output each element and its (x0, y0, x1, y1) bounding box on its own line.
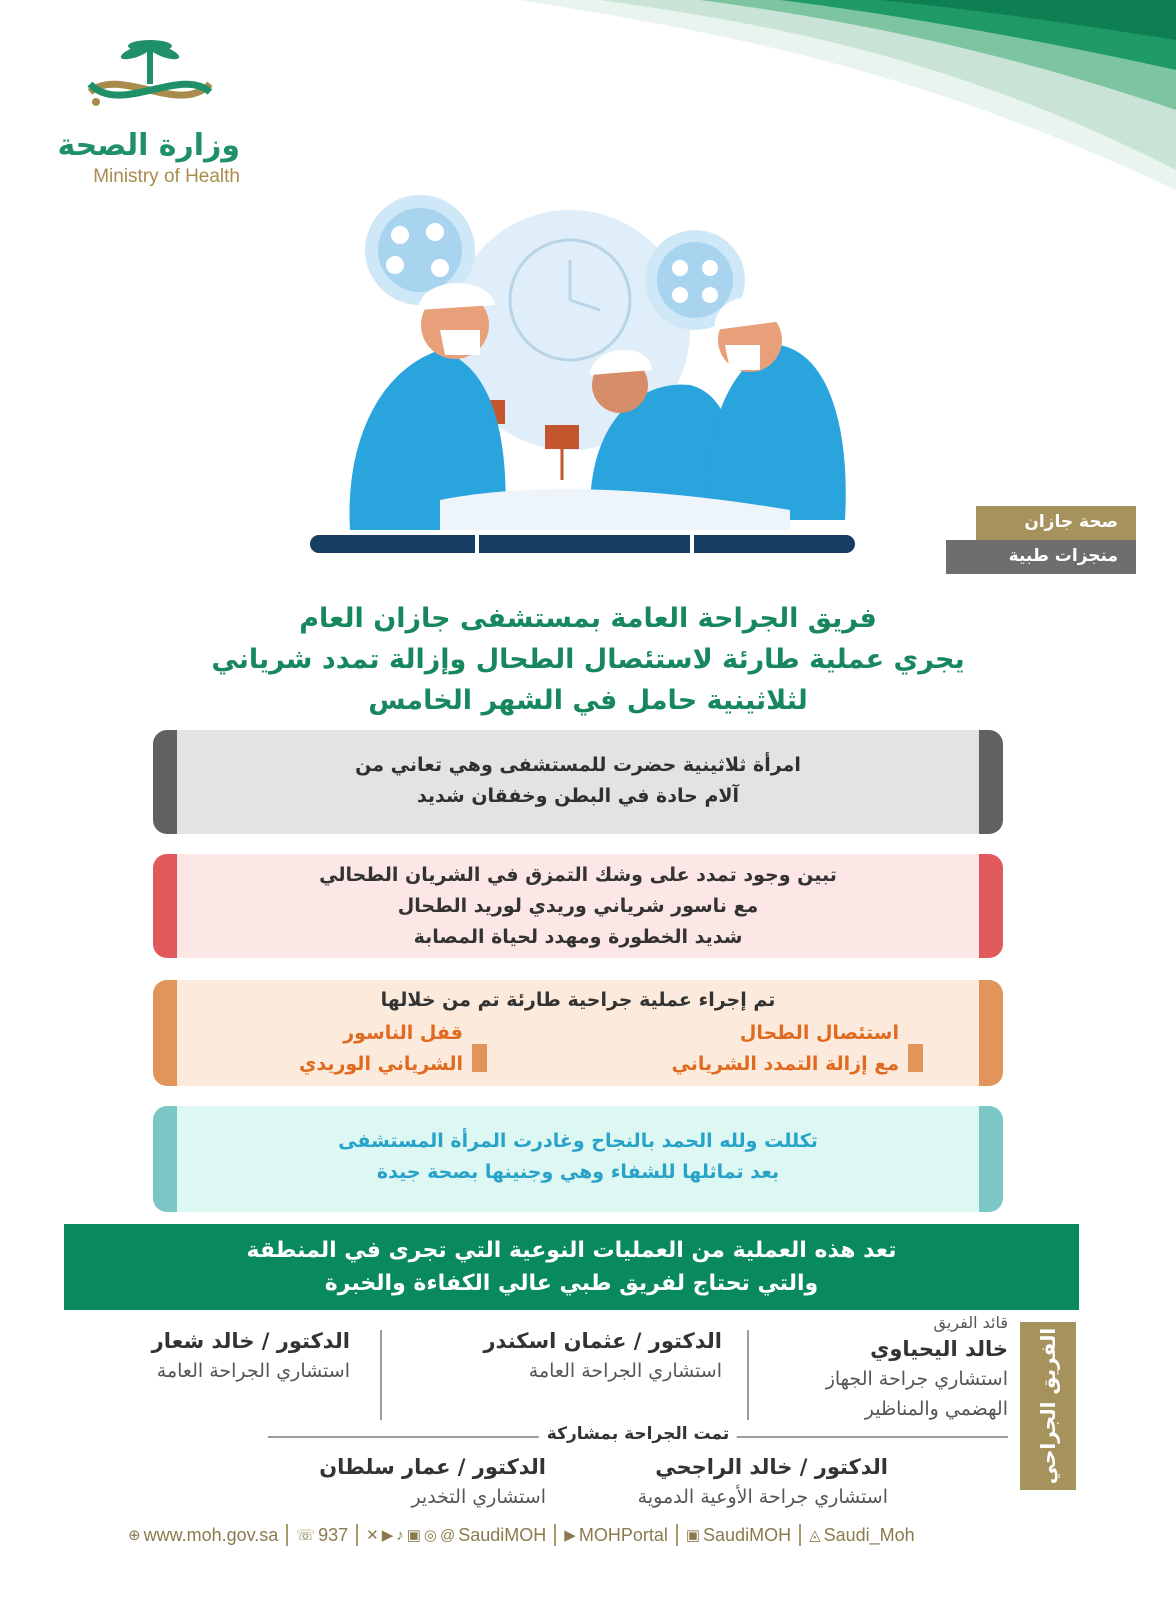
title-line-1: فريق الجراحة العامة بمستشفى جازان العام (299, 603, 877, 634)
team-member (392, 1326, 722, 1386)
snapchat-icon[interactable]: ◬ (809, 1527, 821, 1544)
card-accent-left (153, 730, 177, 834)
card-accent-left (153, 980, 177, 1086)
palm-emblem-icon (80, 36, 220, 116)
ministry-logo (50, 36, 240, 196)
card-accent-left (153, 1106, 177, 1212)
procedure-item-2-line-1: قفل الناسور (343, 1022, 463, 1044)
phone-number[interactable]: 937 (318, 1524, 349, 1545)
presentation-line-1: امرأة ثلاثينية حضرت للمستشفى وهي تعاني من (355, 754, 801, 776)
team-leader-role-line-2: الهضمي والمناظير (864, 1398, 1008, 1420)
footer-separator (286, 1524, 288, 1546)
footer-separator (554, 1524, 556, 1546)
youtube-handle[interactable]: MOHPortal (578, 1524, 668, 1545)
bullet-square (908, 1044, 923, 1072)
member-name: الدكتور / خالد شعار (151, 1329, 350, 1353)
team-leader-name: خالد اليحياوي (870, 1337, 1008, 1361)
card-accent-right (979, 1106, 1003, 1212)
footer-separator (799, 1524, 801, 1546)
team-leader (778, 1312, 1008, 1424)
member-name: الدكتور / عمار سلطان (319, 1455, 546, 1479)
diagnosis-line-1: تبين وجود تمدد على وشك التمزق في الشريان الطحالي (319, 864, 837, 886)
highlight-banner (64, 1224, 1079, 1310)
surgical-team-label-text: الفريق الجراحي (1036, 1327, 1060, 1485)
outcome-line-1: تكللت ولله الحمد بالنجاح وغادرت المرأة المستشفى (338, 1130, 818, 1152)
facebook-handle[interactable]: SaudiMOH (703, 1524, 792, 1545)
footer-separator (676, 1524, 678, 1546)
participation-divider (268, 1424, 1008, 1450)
diagnosis-line-2: مع ناسور شرياني وريدي لوريد الطحال (397, 895, 759, 917)
team-member (246, 1452, 546, 1512)
ministry-name-arabic: وزارة الصحة (57, 128, 240, 163)
procedure-item-2-line-2: الشرياني الوريدي (298, 1053, 463, 1075)
participation-label: تمت الجراحة بمشاركة (539, 1424, 737, 1444)
globe-icon: ⊕ (128, 1527, 141, 1544)
card-accent-right (979, 980, 1003, 1086)
divider (747, 1330, 749, 1420)
banner-line-2: والتي تحتاج لفريق طبي عالي الكفاءة والخبرة (324, 1271, 819, 1296)
facebook-icon[interactable]: ▣ (406, 1527, 421, 1544)
team-leader-role-line-1: استشاري جراحة الجهاز (825, 1368, 1008, 1390)
page-title (100, 598, 1076, 721)
contact-footer (128, 1520, 1028, 1550)
diagnosis-line-3: شديد الخطورة ومهدد لحياة المصابة (413, 926, 743, 948)
presentation-line-2: آلام حادة في البطن وخفقان شديد (416, 785, 740, 807)
member-name: الدكتور / خالد الراجحي (655, 1455, 888, 1479)
instagram-icon[interactable]: ◎ (423, 1527, 438, 1544)
member-name: الدكتور / عثمان اسكندر (483, 1329, 722, 1353)
team-member (40, 1326, 350, 1386)
banner-line-1: تعد هذه العملية من العمليات النوعية التي تجرى في المنطقة (246, 1238, 897, 1263)
social-handle[interactable]: SaudiMOH (458, 1524, 547, 1545)
member-role: استشاري التخدير (411, 1486, 546, 1508)
presentation-card (153, 730, 1003, 834)
member-role: استشاري الجراحة العامة (156, 1360, 350, 1382)
bullet-square (472, 1044, 487, 1072)
procedure-card (153, 980, 1003, 1086)
card-accent-right (979, 854, 1003, 958)
surgery-illustration (290, 180, 890, 580)
procedure-item-1-line-1: استئصال الطحال (739, 1022, 899, 1044)
diagnosis-card (153, 854, 1003, 958)
outcome-line-2: بعد تماثلها للشفاء وهي وجنينها بصحة جيدة (376, 1161, 780, 1183)
footer-separator (356, 1524, 358, 1546)
youtube-icon[interactable]: ▶ (381, 1527, 394, 1544)
snapchat-handle[interactable]: Saudi_Moh (823, 1524, 915, 1545)
card-accent-left (153, 854, 177, 958)
website-link[interactable]: www.moh.gov.sa (143, 1524, 279, 1545)
facebook-icon[interactable]: ▣ (685, 1527, 701, 1544)
procedure-item-1-line-2: مع إزالة التمدد الشرياني (671, 1053, 899, 1075)
procedure-item-2 (299, 1018, 463, 1080)
team-leader-label: قائد الفريق (933, 1313, 1008, 1332)
tiktok-icon[interactable]: ♪ (396, 1526, 404, 1544)
title-line-2: يجري عملية طارئة لاستئصال الطحال وإزالة تمدد شرياني (211, 644, 965, 675)
x-icon[interactable]: ✕ (366, 1527, 379, 1544)
threads-icon[interactable]: @ (440, 1526, 456, 1544)
ministry-name-english: Ministry of Health (93, 166, 240, 187)
procedure-heading: تم إجراء عملية جراحية طارئة تم من خلالها (380, 989, 776, 1011)
divider (380, 1330, 382, 1420)
region-tag: صحة جازان (976, 506, 1136, 540)
youtube-icon[interactable]: ▶ (564, 1527, 576, 1544)
surgical-team-label (1020, 1322, 1076, 1490)
member-role: استشاري جراحة الأوعية الدموية (637, 1486, 888, 1508)
outcome-card (153, 1106, 1003, 1212)
title-line-3: لثلاثينية حامل في الشهر الخامس (368, 685, 808, 716)
card-accent-right (979, 730, 1003, 834)
member-role: استشاري الجراحة العامة (528, 1360, 722, 1382)
procedure-item-1 (672, 1018, 900, 1080)
category-tag: منجزات طبية (946, 540, 1136, 574)
team-member (568, 1452, 888, 1512)
phone-icon: ☏ (296, 1527, 316, 1544)
